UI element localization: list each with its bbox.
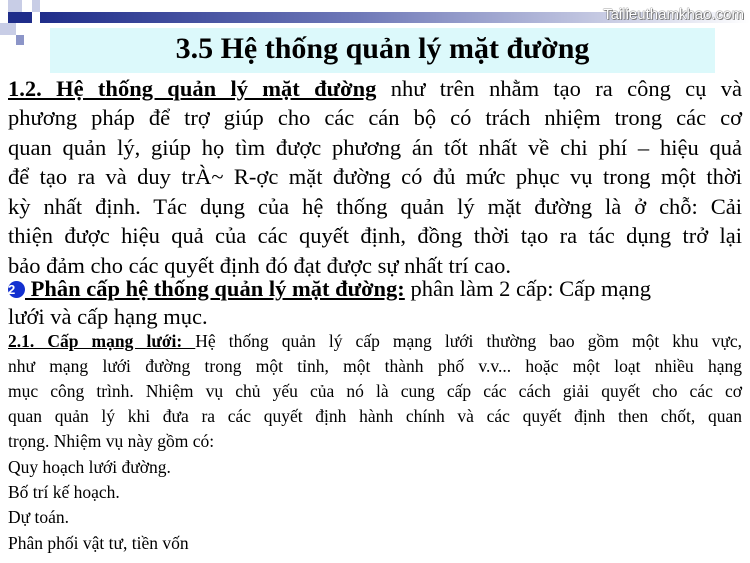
para1-line: kỳ nhất định. Tác dụng của hệ thống quản lý mặt đường là ở chỗ: Cải <box>8 194 742 219</box>
para1-text: như trên nhằm tạo ra công cụ và <box>376 76 743 101</box>
para3-line: trọng. Nhiệm vụ này gồm có: <box>8 431 215 451</box>
list-item: Bố trí kế hoạch. <box>8 482 120 502</box>
para3-line: mục công trình. Nhiệm vụ chủ yếu của nó là cung cấp các cách giải quyết cho các cơ <box>8 381 742 401</box>
number-bullet-icon: 2 <box>8 281 25 298</box>
decor-square <box>0 23 16 35</box>
list-item: Dự toán. <box>8 507 70 527</box>
decor-square <box>8 0 22 12</box>
list-item: Phân phối vật tư, tiền vốn <box>8 533 189 553</box>
para3-heading: 2.1. Cấp mạng lưới: <box>8 331 196 351</box>
page-title: 3.5 Hệ thống quản lý mặt đường <box>175 32 590 65</box>
para1-line: thiện được hiệu quả của các quyết định, đồng thời tạo ra tác dụng trở lại <box>8 223 742 248</box>
para1-line: quan quản lý, giúp họ tìm được phương án tốt nhất về chi phí – hiệu quả <box>8 135 742 160</box>
para1-line: bảo đảm cho các quyết định đó đạt được sự nhất trí cao. <box>8 253 512 278</box>
decor-square <box>8 12 32 23</box>
para2-text: phân làm 2 cấp: Cấp mạng <box>404 276 651 301</box>
decor-square <box>16 35 24 45</box>
para2-line: lưới và cấp hạng mục. <box>8 304 208 329</box>
list-item: Quy hoạch lưới đường. <box>8 457 171 477</box>
para3-line: quan quản lý khi đưa ra các quyết định hành chính và các quyết định then chốt, quan <box>8 406 742 426</box>
watermark: Tailieuthamkhao.com <box>603 6 744 23</box>
para1-heading: 1.2. Hệ thống quản lý mặt đường <box>8 76 377 101</box>
decor-square <box>32 0 40 12</box>
para1-line: phương pháp để trợ giúp cho các cán bộ có trách nhiệm trong các cơ <box>8 105 742 130</box>
para2-line <box>8 276 742 302</box>
title-box <box>50 28 715 73</box>
para1-line <box>8 76 742 102</box>
para2-heading: Phân cấp hệ thống quản lý mặt đường: <box>25 276 405 301</box>
para3-line <box>8 331 742 352</box>
para1-line: để tạo ra và duy trÀ~ R-ợc mặt đường có đủ mức phục vụ trong một thời <box>8 164 742 189</box>
para3-line: như mạng lưới đường trong một tỉnh, một thành phố v.v... hoặc một loạt nhiều hạng <box>8 356 742 376</box>
para3-text: Hệ thống quản lý cấp mạng lưới thường bao gồm một khu vực, <box>195 331 742 351</box>
